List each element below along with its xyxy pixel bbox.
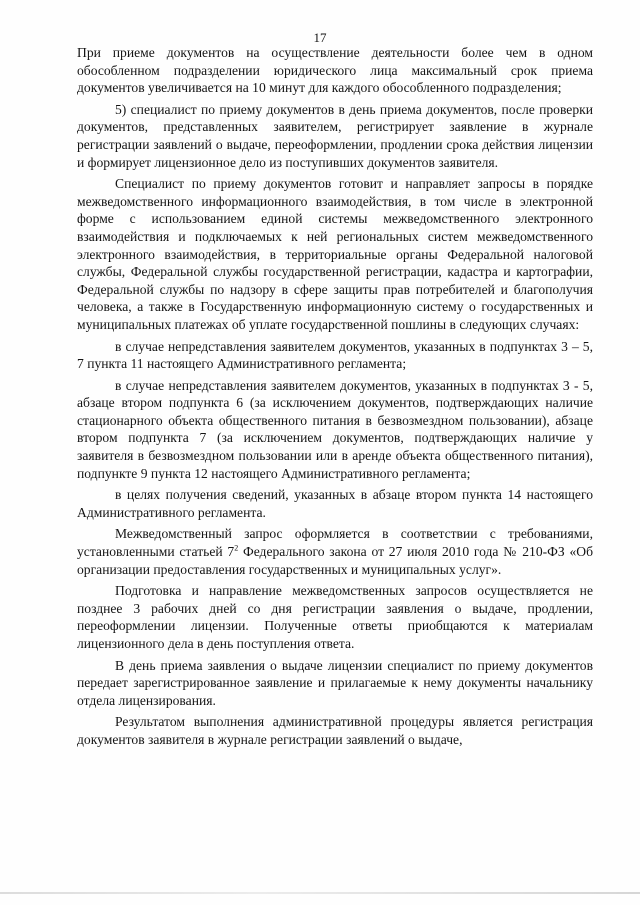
- article-superscript: 2: [234, 543, 239, 553]
- paragraph-result: Результатом выполнения административной процедуры является регистрация документов заявителя в журнале регистрации заявлений о выдаче,: [77, 714, 593, 747]
- request-format-text-after: Федерального закона от 27 июля 2010 года № 210-ФЗ «Об организации предоставления государственных и муниципальных услуг».: [77, 544, 594, 577]
- paragraph-request-format: [77, 525, 593, 578]
- paragraph-request-deadline: Подготовка и направление межведомственных запросов осуществляется не позднее 3 рабочих дней со дня регистрации заявления о выдаче, продлении, переоформлении лицензии. Полученные ответы приобщаются к материалам лицензионного дела в день поступления ответа.: [77, 583, 593, 651]
- paragraph-max-time-note: При приеме документов на осуществление деятельности более чем в одном обособленном подразделении юридического лица максимальный срок приема документов увеличивается на 10 минут для каждого обособленного подразделения;: [77, 45, 593, 96]
- paragraph-step-5-registration: 5) специалист по приему документов в день приема документов, после проверки документов, представленных заявителем, регистрирует заявление в журнале регистрации заявлений о выдаче, переоформлении, продлении срока действия лицензии и формирует лицензионное дело из поступивших документов заявителя.: [77, 101, 593, 170]
- paragraph-case-3: в целях получения сведений, указанных в абзаце втором пункта 14 настоящего Административного регламента.: [77, 487, 593, 520]
- paragraph-interagency-requests: Специалист по приему документов готовит и направляет запросы в порядке межведомственного информационного взаимодействия, в том числе в электронной форме с использованием единой системы межведомственного электронного взаимодействия и подключаемых к ней региональных систем межведомственного электронного взаимодействия, в территориальные органы Федеральной налоговой службы, Федеральной службы государственной регистрации, кадастра и картографии, Федеральной службы по надзору в сфере защиты прав потребителей и благополучия человека, а также в Государственную информационную систему о государственных и муниципальных платежах об уплате государственной пошлины в следующих случаях:: [77, 176, 593, 332]
- document-body: [77, 44, 593, 753]
- paragraph-handover: В день приема заявления о выдаче лицензии специалист по приему документов передает зарегистрированное заявление и прилагаемые к нему документы начальнику отдела лицензирования.: [77, 657, 593, 708]
- scan-edge-line: [0, 892, 640, 894]
- request-format-text-before: Межведомственный запрос оформляется в соответствии с требованиями, установленными статьей 7: [77, 526, 593, 560]
- paragraph-case-2: в случае непредставления заявителем документов, указанных в подпунктах 3 - 5, абзаце втором подпункта 6 (за исключением документов, подтверждающих наличие стационарного объекта общественного питания в безвозмездном пользовании), абзаце втором подпункта 7 (за исключением документов, подтверждающих наличие у заявителя в безвозмездном пользовании или в аренде объекта общественного питания), подпункте 9 пункта 12 настоящего Административного регламента;: [77, 377, 593, 481]
- page-number: 17: [313, 30, 327, 45]
- paragraph-case-1: в случае непредставления заявителем документов, указанных в подпунктах 3 – 5, 7 пункта 11 настоящего Административного регламента;: [77, 338, 593, 372]
